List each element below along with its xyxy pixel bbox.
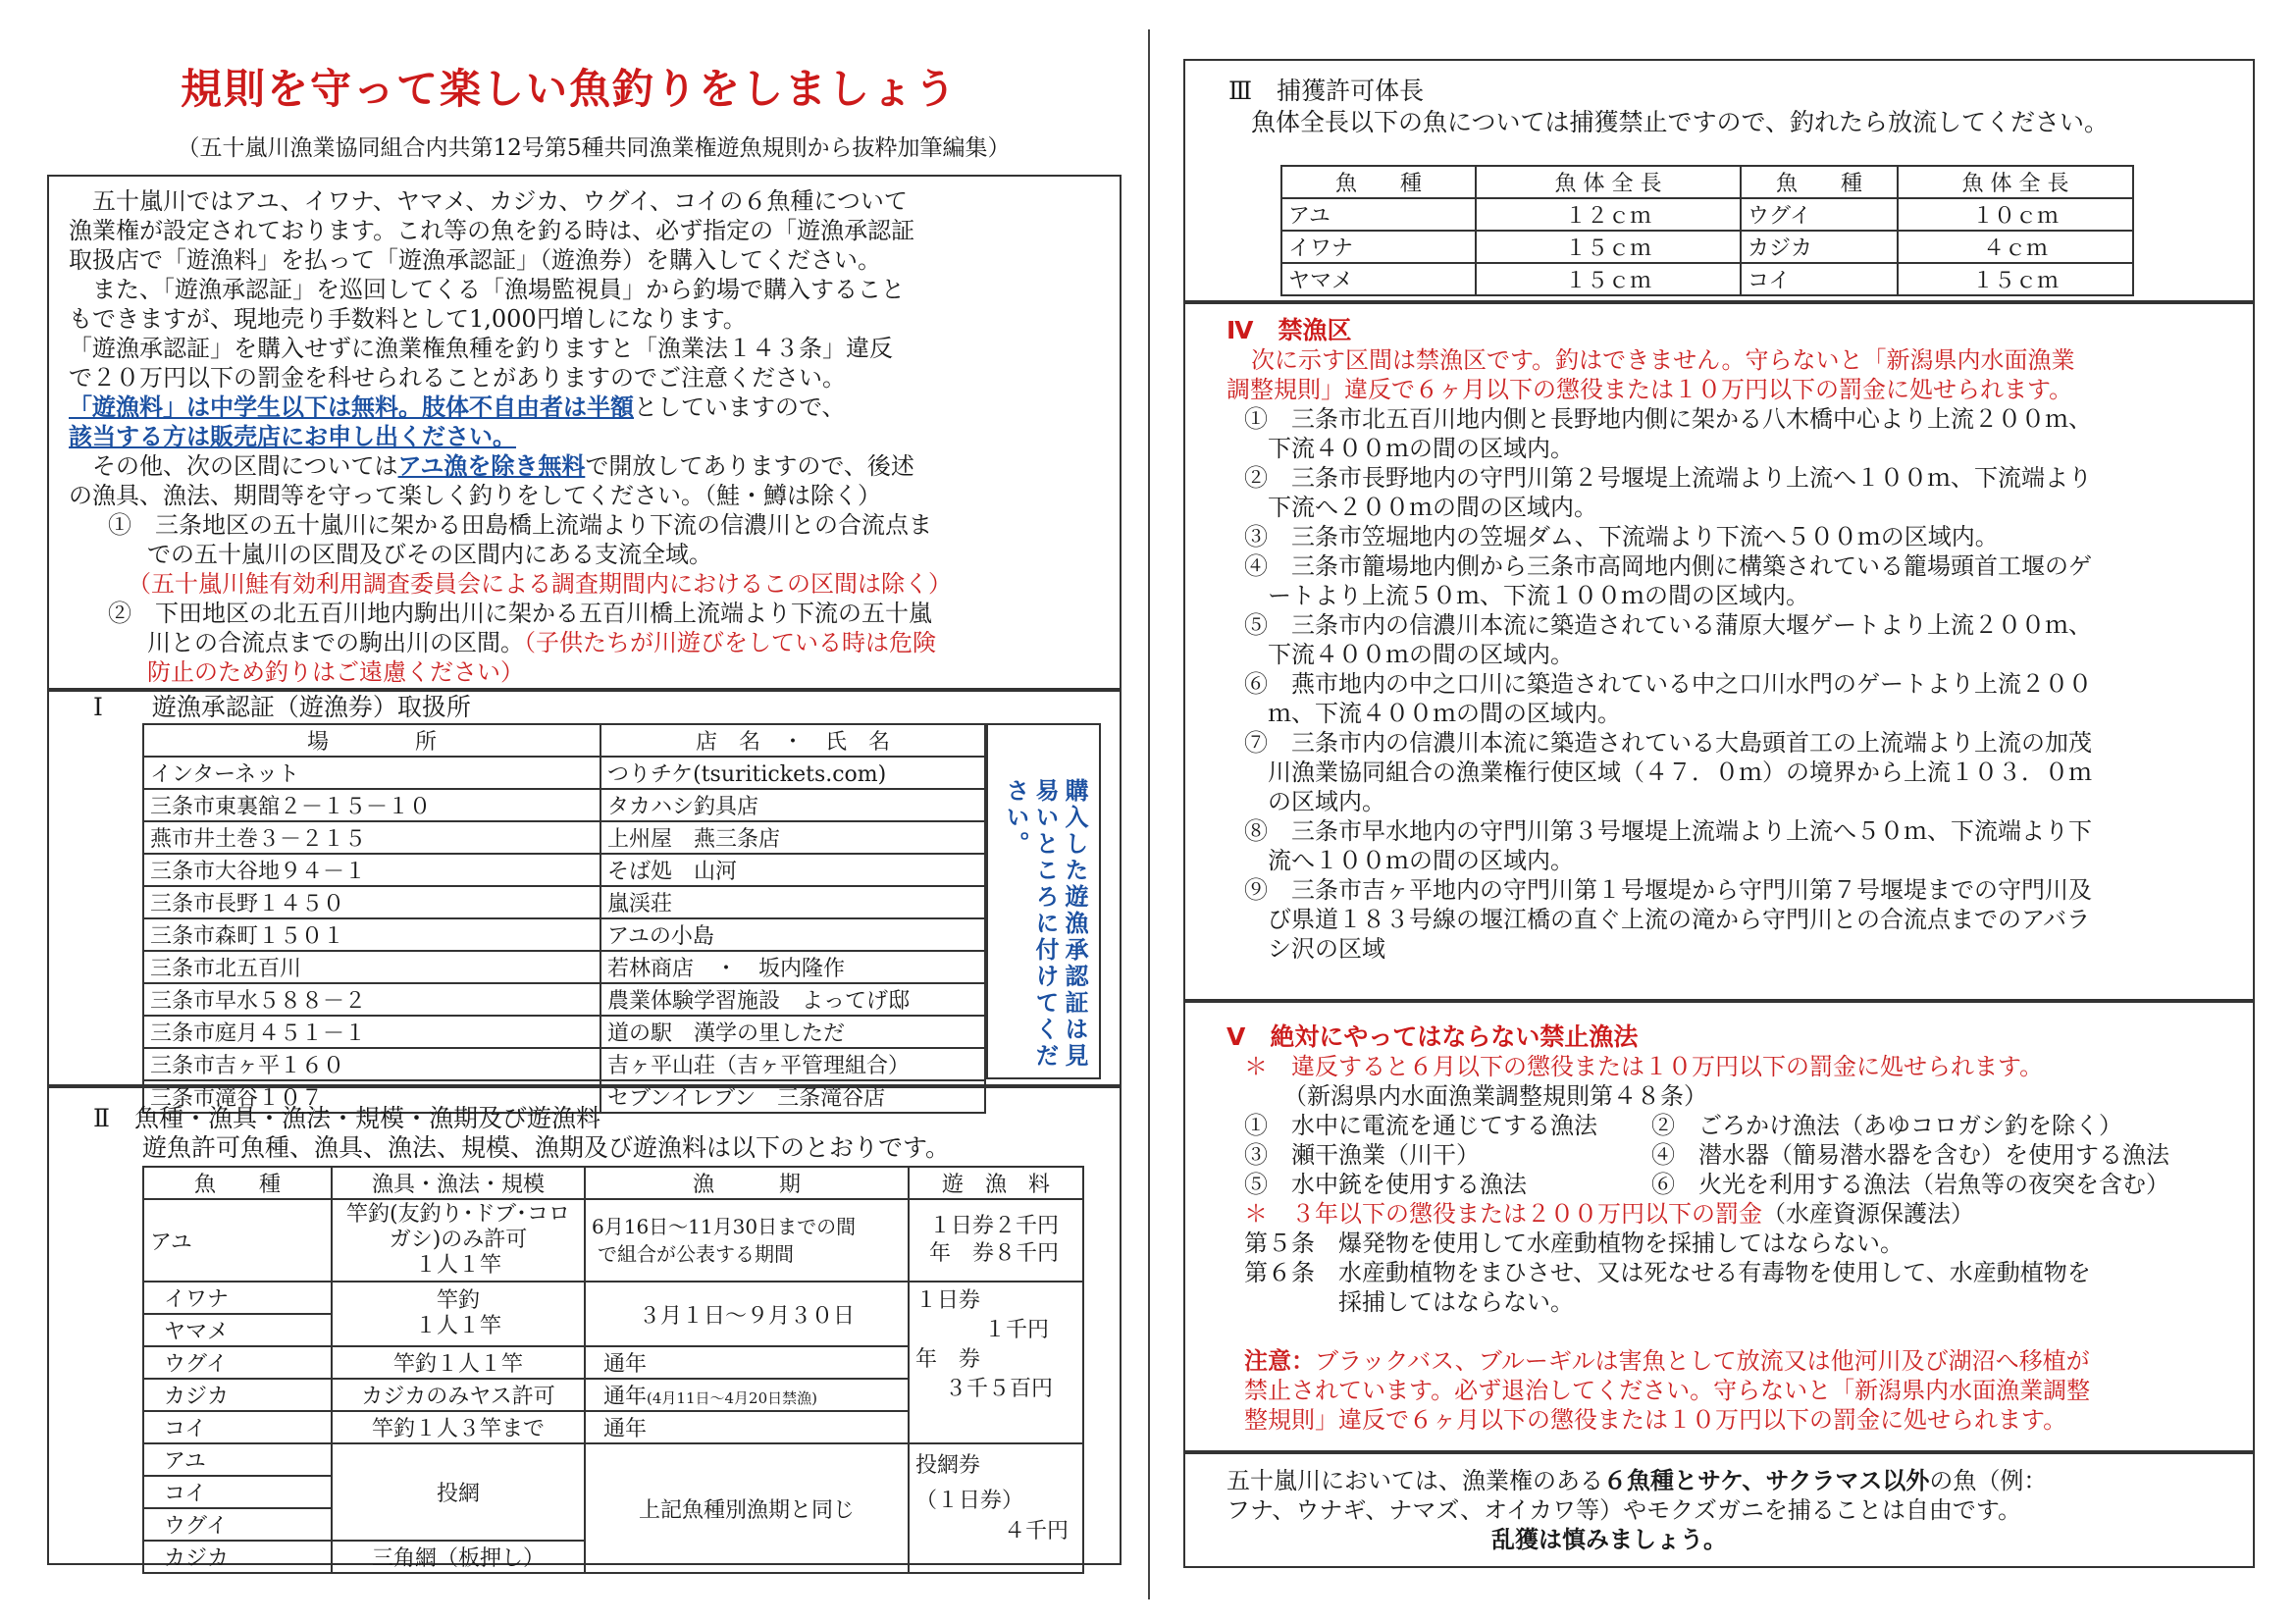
shop-place: インターネット — [143, 757, 600, 789]
shop-row — [143, 918, 985, 951]
closed-area-line: ⑥ 燕市地内の中之口川に築造されている中之口川水門のゲートより上流２００ — [1244, 670, 2092, 698]
shop-row — [143, 789, 985, 821]
col-header-shop: 店 名 ・ 氏 名 — [600, 724, 985, 757]
fish-name: ヤマメ — [1281, 263, 1476, 295]
shop-row — [143, 886, 985, 918]
length-row — [1281, 231, 2133, 263]
fish-yamame: ヤマメ — [143, 1314, 332, 1346]
shop-name: 農業体験学習施設 よってげ邸 — [600, 983, 985, 1016]
fish-name: ウグイ — [1741, 198, 1898, 231]
shop-place: 三条市北五百川 — [143, 951, 600, 983]
closed-area-line: ｍ、下流４００ｍの間の区域内。 — [1244, 700, 1621, 727]
closed-area-line: び県道１８３号線の堰江橋の直ぐ上流の滝から守門川との合流点までのアバラ — [1244, 906, 2091, 933]
length-row — [1281, 263, 2133, 295]
min-length: １５ｃｍ — [1476, 263, 1741, 295]
closed-area-line: ⑧ 三条市早水地内の守門川第３号堰堤上流端より上流へ５０ｍ、下流端より下 — [1244, 817, 2092, 845]
section-5-heading: Ⅴ 絶対にやってはならない禁止漁法 — [1226, 1022, 1639, 1051]
shop-row — [143, 983, 985, 1016]
shop-name: タカハシ釣具店 — [600, 789, 985, 821]
shop-name: つりチケ(tsuritickets.com) — [600, 757, 985, 789]
closed-area-line: ③ 三条市笠堀地内の笠堀ダム、下流端より下流へ５００ｍの区域内。 — [1244, 523, 1999, 550]
closed-area-line: シ沢の区域 — [1244, 935, 1385, 963]
shop-name: そば処 山河 — [600, 854, 985, 886]
fish-ugui: ウグイ — [143, 1346, 332, 1379]
min-length: １２ｃｍ — [1476, 198, 1741, 231]
closed-area-line: ⑨ 三条市吉ヶ平地内の守門川第１号堰堤から守門川第７号堰堤までの守門川及 — [1244, 876, 2092, 904]
shop-row — [143, 854, 985, 886]
section-2-heading: Ⅱ 魚種・漁具・漁法・規模・漁期及び遊漁料 — [93, 1104, 601, 1132]
shop-name: 若林商店 ・ 坂内隆作 — [600, 951, 985, 983]
closed-area-line: ートより上流５０ｍ、下流１００ｍの間の区域内。 — [1244, 582, 1809, 609]
col-header-place: 場 所 — [143, 724, 600, 757]
fish-name: カジカ — [1741, 231, 1898, 263]
fish-name: イワナ — [1281, 231, 1476, 263]
shop-place: 三条市森町１５０１ — [143, 918, 600, 951]
section-3-subheading: 魚体全長以下の魚については捕獲禁止ですので、釣れたら放流してください。 — [1251, 108, 2110, 136]
section-3-heading: Ⅲ 捕獲許可体長 — [1228, 77, 1425, 105]
fish-iwana: イワナ — [143, 1282, 332, 1314]
closed-area-line: ⑤ 三条市内の信濃川本流に築造されている蒲原大堰ゲートより上流２００ｍ、 — [1244, 611, 2092, 639]
fish-name: アユ — [1281, 198, 1476, 231]
intro-text: 五十嵐川ではアユ、イワナ、ヤマメ、カジカ、ウグイ、コイの６魚種について 漁業権が設定されております。これ等の魚を釣る時は、必ず指定の「遊漁承認証 取扱店で「遊漁料」を払って「遊漁承認証」（遊漁券）を購入してください。 また、「遊漁承認証」を巡回してくる「漁場監視員」から釣場で購入すること もできますが、現地売り手数料として1,000円増しになります。 「遊漁承認証」を購入せずに漁業権魚種を釣りますと「漁業法１４３条」違反 で２０万円以下の罰金を科せられることがありますのでご注意ください。 「遊漁料」は中学生以下は無料。肢体不自由者は半額としていますので、 該当する方は販売店にお申し出ください。 その他、次の区間についてはアユ漁を除き無料で開放してありますので、後述 の漁具、漁法、期間等を守って楽しく釣りをしてください。（鮭・鱒は除く） ① 三条地区の五十嵐川に架かる田島橋上流端より下流の信濃川との合流点ま での五十嵐川の区間及びその区間内にある支流全域。 （五十嵐川鮭有効利用調査委員会による調査期間内におけるこの区間は除く） ② 下田地区の北五百川地内駒出川に架かる五百川橋上流端より下流の五十嵐 川との合流点までの駒出川の区間。（子供たちが川遊びをしている時は危険 防止のため釣りはご遠慮ください） — [69, 187, 952, 686]
section-4-warning: 次に示す区間は禁漁区です。釣はできません。守らないと「新潟県内水面漁業 調整規則」違反で６ヶ月以下の懲役または１０万円以下の罰金に処せられます。 — [1226, 346, 2075, 403]
caution-label: 注意： — [1244, 1346, 1315, 1375]
fish-kajika: カジカ — [143, 1379, 332, 1411]
page-subtitle: （五十嵐川漁業協同組合内共第12号第5種共同漁業権遊魚規則から抜粋加筆編集） — [177, 135, 1011, 161]
shop-name: アユの小島 — [600, 918, 985, 951]
closed-area-line: 下流へ２００ｍの間の区域内。 — [1244, 494, 1597, 521]
shop-name: 吉ヶ平山荘（吉ヶ平管理組合） — [600, 1048, 985, 1080]
section-2-subheading: 遊魚許可魚種、漁具、漁法、規模、漁期及び遊漁料は以下のとおりです。 — [142, 1133, 951, 1162]
shop-row — [143, 757, 985, 789]
shop-name: セブンイレブン 三条滝谷店 — [600, 1080, 985, 1113]
closed-area-line: 流へ１００ｍの間の区域内。 — [1244, 847, 1574, 874]
min-length: １５ｃｍ — [1898, 263, 2133, 295]
closed-areas-list — [1244, 404, 2092, 964]
length-row — [1281, 198, 2133, 231]
shop-place: 三条市早水５８８－２ — [143, 983, 600, 1016]
min-length: １５ｃｍ — [1476, 231, 1741, 263]
min-length: １０ｃｍ — [1898, 198, 2133, 231]
shop-place: 三条市大谷地９４－１ — [143, 854, 600, 886]
fish-ayu: アユ — [143, 1199, 332, 1282]
section-5-body: ＊ 違反すると６月以下の懲役または１０万円以下の罰金に処せられます。 （新潟県内水面漁業調整規則第４８条） ① 水中に電流を通じてする漁法 ② ごろかけ漁法（あゆコロガシ釣を除く） ③ 瀬干漁業（川干） ④ 潜水器（簡易潜水器を含む）を使用する漁法 ⑤ 水中銃を使用する漁法 ⑥ 火光を利用する漁法（岩魚等の夜突を含む） ＊ ３年以下の懲役または２００万円以下の罰金（水産資源保護法） 第５条 爆発物を使用して水産動植物を採捕してはならない。 第６条 水産動植物をまひさせ、又は死なせる有毒物を使用して、水産動植物を 採捕してはならない。 注意：ブラックバス、ブルーギルは害魚として放流又は他河川及び湖沼へ移植が 禁止されています。必ず退治してください。守らないと「新潟県内水面漁業調整 整規則」違反で６ヶ月以下の懲役または１０万円以下の罰金に処せられます。 — [1244, 1053, 2169, 1434]
section-4-heading: Ⅳ 禁漁区 — [1226, 316, 1352, 344]
min-length-table: 魚 種 魚 体 全 長 魚 種 魚 体 全 長 アユ １２ｃｍ ウグイ １０ｃｍ イワナ １５ｃｍ カジカ ４ｃｍ ヤマメ １５ｃｍ コイ １５ｃｍ — [1280, 165, 2134, 296]
min-length: ４ｃｍ — [1898, 231, 2133, 263]
closed-area-line: ① 三条市北五百川地内側と長野地内側に架かる八木橋中心より上流２００ｍ、 — [1244, 405, 2092, 433]
shop-row — [143, 1048, 985, 1080]
closed-area-line: の区域内。 — [1244, 788, 1385, 815]
fishing-rules-table: 魚 種 漁具・漁法・規模 漁 期 遊 漁 料 アユ 竿釣(友釣り･ドブ･コロ ガシ)のみ許可 １人１竿 6月16日～11月30日までの間 で組合が公表する期間 １日券２千円 年 券８千円 イワナ 竿釣 １人１竿 ３月１日～９月３０日 １日券 １千円 年 券 ３千５百円 ヤマメ ウグイ 竿釣１人１竿 通年 カジカ カジカのみヤス許可 通年(4月11日～4月20日禁漁) コイ 竿釣１人３竿まで 通年 アユ 投網 上記魚種別漁期と同じ 投網券 （１日券） ４千円 コイ ウグイ カジカ 三角網（板押し） — [142, 1166, 1084, 1574]
shop-place: 三条市東裏舘２－１５－１０ — [143, 789, 600, 821]
footer-text: 五十嵐川においては、漁業権のある６魚種とサケ、サクラマス以外の魚（例： フナ、ウナギ、ナマズ、オイカワ等）やモクズガニを捕ることは自由です。 乱獲は慎みましょう。 — [1226, 1466, 2048, 1553]
closed-area-line: 川漁業協同組合の漁業権行使区域（４７．０ｍ）の境界から上流１０３．０ｍ — [1244, 759, 2092, 786]
shop-row — [143, 951, 985, 983]
purchase-note: 購入した遊漁承認証は見易いところに付けてください。 — [1002, 778, 1088, 1070]
closed-area-line: ④ 三条市籠場地内側から三条市高岡地内側に構築されている籠場頭首工堰のゲ — [1244, 552, 2092, 580]
ticket-shops-table — [142, 723, 986, 1114]
shop-place: 三条市長野１４５０ — [143, 886, 600, 918]
shop-place: 燕市井土巻３－２１５ — [143, 821, 600, 854]
closed-area-line: ② 三条市長野地内の守門川第２号堰堤上流端より上流へ１００ｍ、下流端より — [1244, 464, 2092, 492]
fish-koi: コイ — [143, 1411, 332, 1443]
shop-name: 道の駅 漢学の里しただ — [600, 1016, 985, 1048]
shop-name: 上州屋 燕三条店 — [600, 821, 985, 854]
shop-place: 三条市滝谷１０７ — [143, 1080, 600, 1113]
shop-name: 嵐渓荘 — [600, 886, 985, 918]
fish-name: コイ — [1741, 263, 1898, 295]
closed-area-line: ⑦ 三条市内の信濃川本流に築造されている大島頭首工の上流端より上流の加茂 — [1244, 729, 2092, 757]
page-title: 規則を守って楽しい魚釣りをしましょう — [180, 65, 958, 113]
shop-place: 三条市吉ヶ平１６０ — [143, 1048, 600, 1080]
center-fold-line — [1148, 29, 1150, 1599]
closed-area-line: 下流４００ｍの間の区域内。 — [1244, 641, 1574, 668]
closed-area-line: 下流４００ｍの間の区域内。 — [1244, 435, 1574, 462]
shop-row — [143, 821, 985, 854]
section-1-heading: Ⅰ 遊漁承認証（遊漁券）取扱所 — [93, 693, 471, 721]
shop-row — [143, 1016, 985, 1048]
shop-place: 三条市庭月４５１－１ — [143, 1016, 600, 1048]
